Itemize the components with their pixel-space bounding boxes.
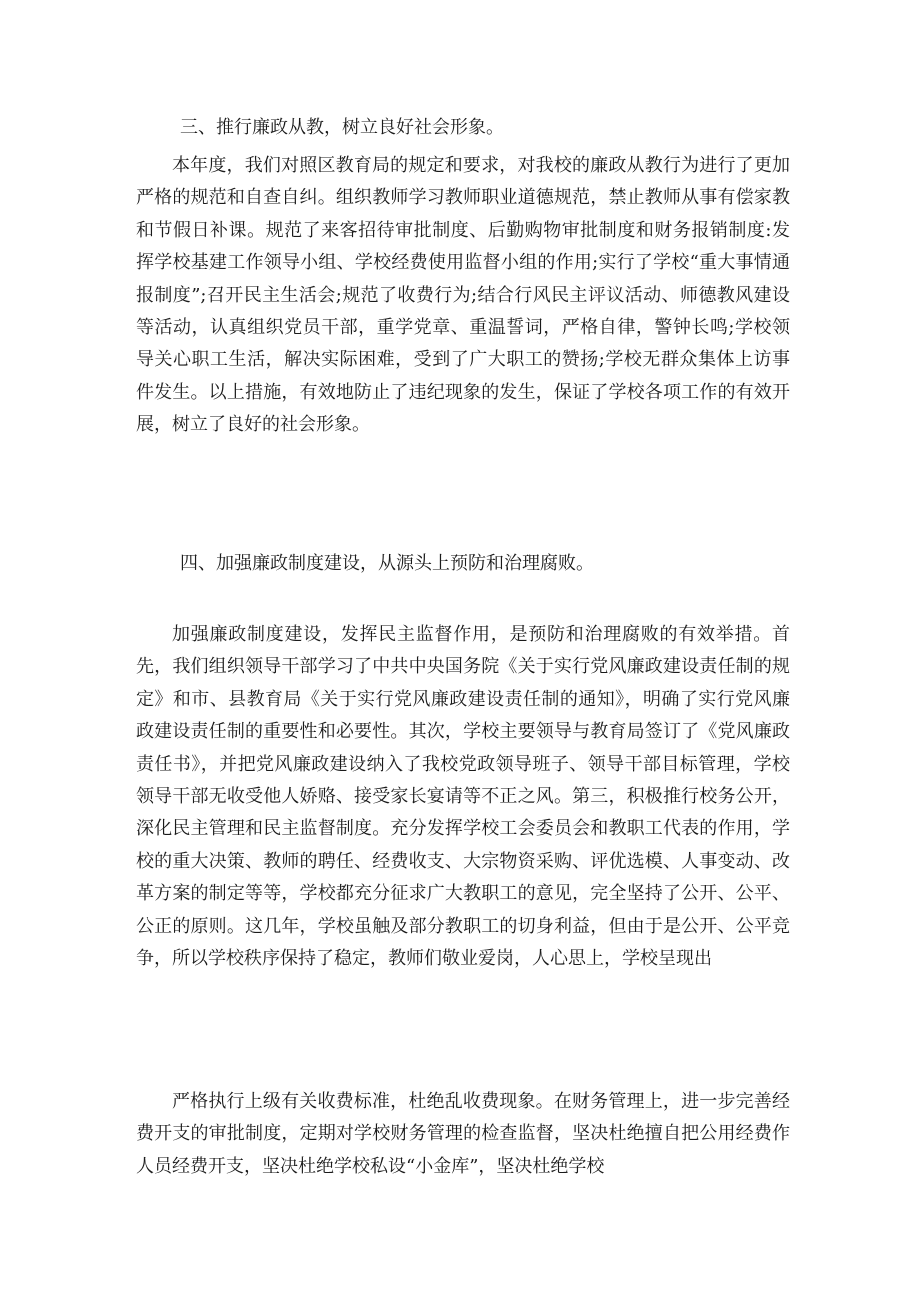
section-paragraph-3: 本年度，我们对照区教育局的规定和要求，对我校的廉政从教行为进行了更加严格的规范和自查自纠。组织教师学习教师职业道德规范，禁止教师从事有偿家教和节假日补课。规范了来客招待审批制度、后勤购物审批制度和财务报销制度:发挥学校基建工作领导小组、学校经费使用监督小组的作用;实行了学校“重大事情通报制度”;召开民主生活会;规范了收费行为;结合行风民主评议活动、师德教风建设等活动，认真组织党员干部，重学党章、重温誓词，严格自律，警钟长鸣;学校领导关心职工生活，解决实际困难，受到了广大职工的赞扬;学校无群众集体上访事件发生。以上措施，有效地防止了违纪现象的发生，保证了学校各项工作的有效开展，树立了良好的社会形象。 bbox=[136, 155, 790, 436]
section-paragraph-4: 加强廉政制度建设，发挥民主监督作用，是预防和治理腐败的有效举措。首先，我们组织领导干部学习了中共中央国务院《关于实行党风廉政建设责任制的规定》和市、县教育局《关于实行党风廉政建设责任制的通知》，明确了实行党风廉政建设责任制的重要性和必要性。其次，学校主要领导与教育局签订了《党风廉政责任书》，并把党风廉政建设纳入了我校党政领导班子、领导干部目标管理，学校领导干部无收受他人娇赂、接受家长宴请等不正之风。第三，积极推行校务公开，深化民主管理和民主监督制度。充分发挥学校工会委员会和教职工代表的作用，学校的重大决策、教师的聘任、经费收支、大宗物资采购、评优选模、人事变动、改革方案的制定等等，学校都充分征求广大教职工的意见，完全坚持了公开、公平、公正的原则。这几年，学校虽触及部分教职工的切身利益，但由于是公开、公平竞争，所以学校秩序保持了稳定，教师们敬业爱岗，人心思上，学校呈现出 bbox=[136, 624, 790, 970]
section-paragraph-4-continued: 严格执行上级有关收费标准，杜绝乱收费现象。在财务管理上，进一步完善经费开支的审批制度，定期对学校财务管理的检查监督，坚决杜绝擅自把公用经费作人员经费开支，坚决杜绝学校私设“小金库”，坚决杜绝学校 bbox=[136, 1091, 790, 1177]
section-heading-4: 四、加强廉政制度建设，从源头上预防和治理腐败。 bbox=[180, 553, 594, 574]
section-heading-3: 三、推行廉政从教，树立良好社会形象。 bbox=[180, 117, 504, 138]
